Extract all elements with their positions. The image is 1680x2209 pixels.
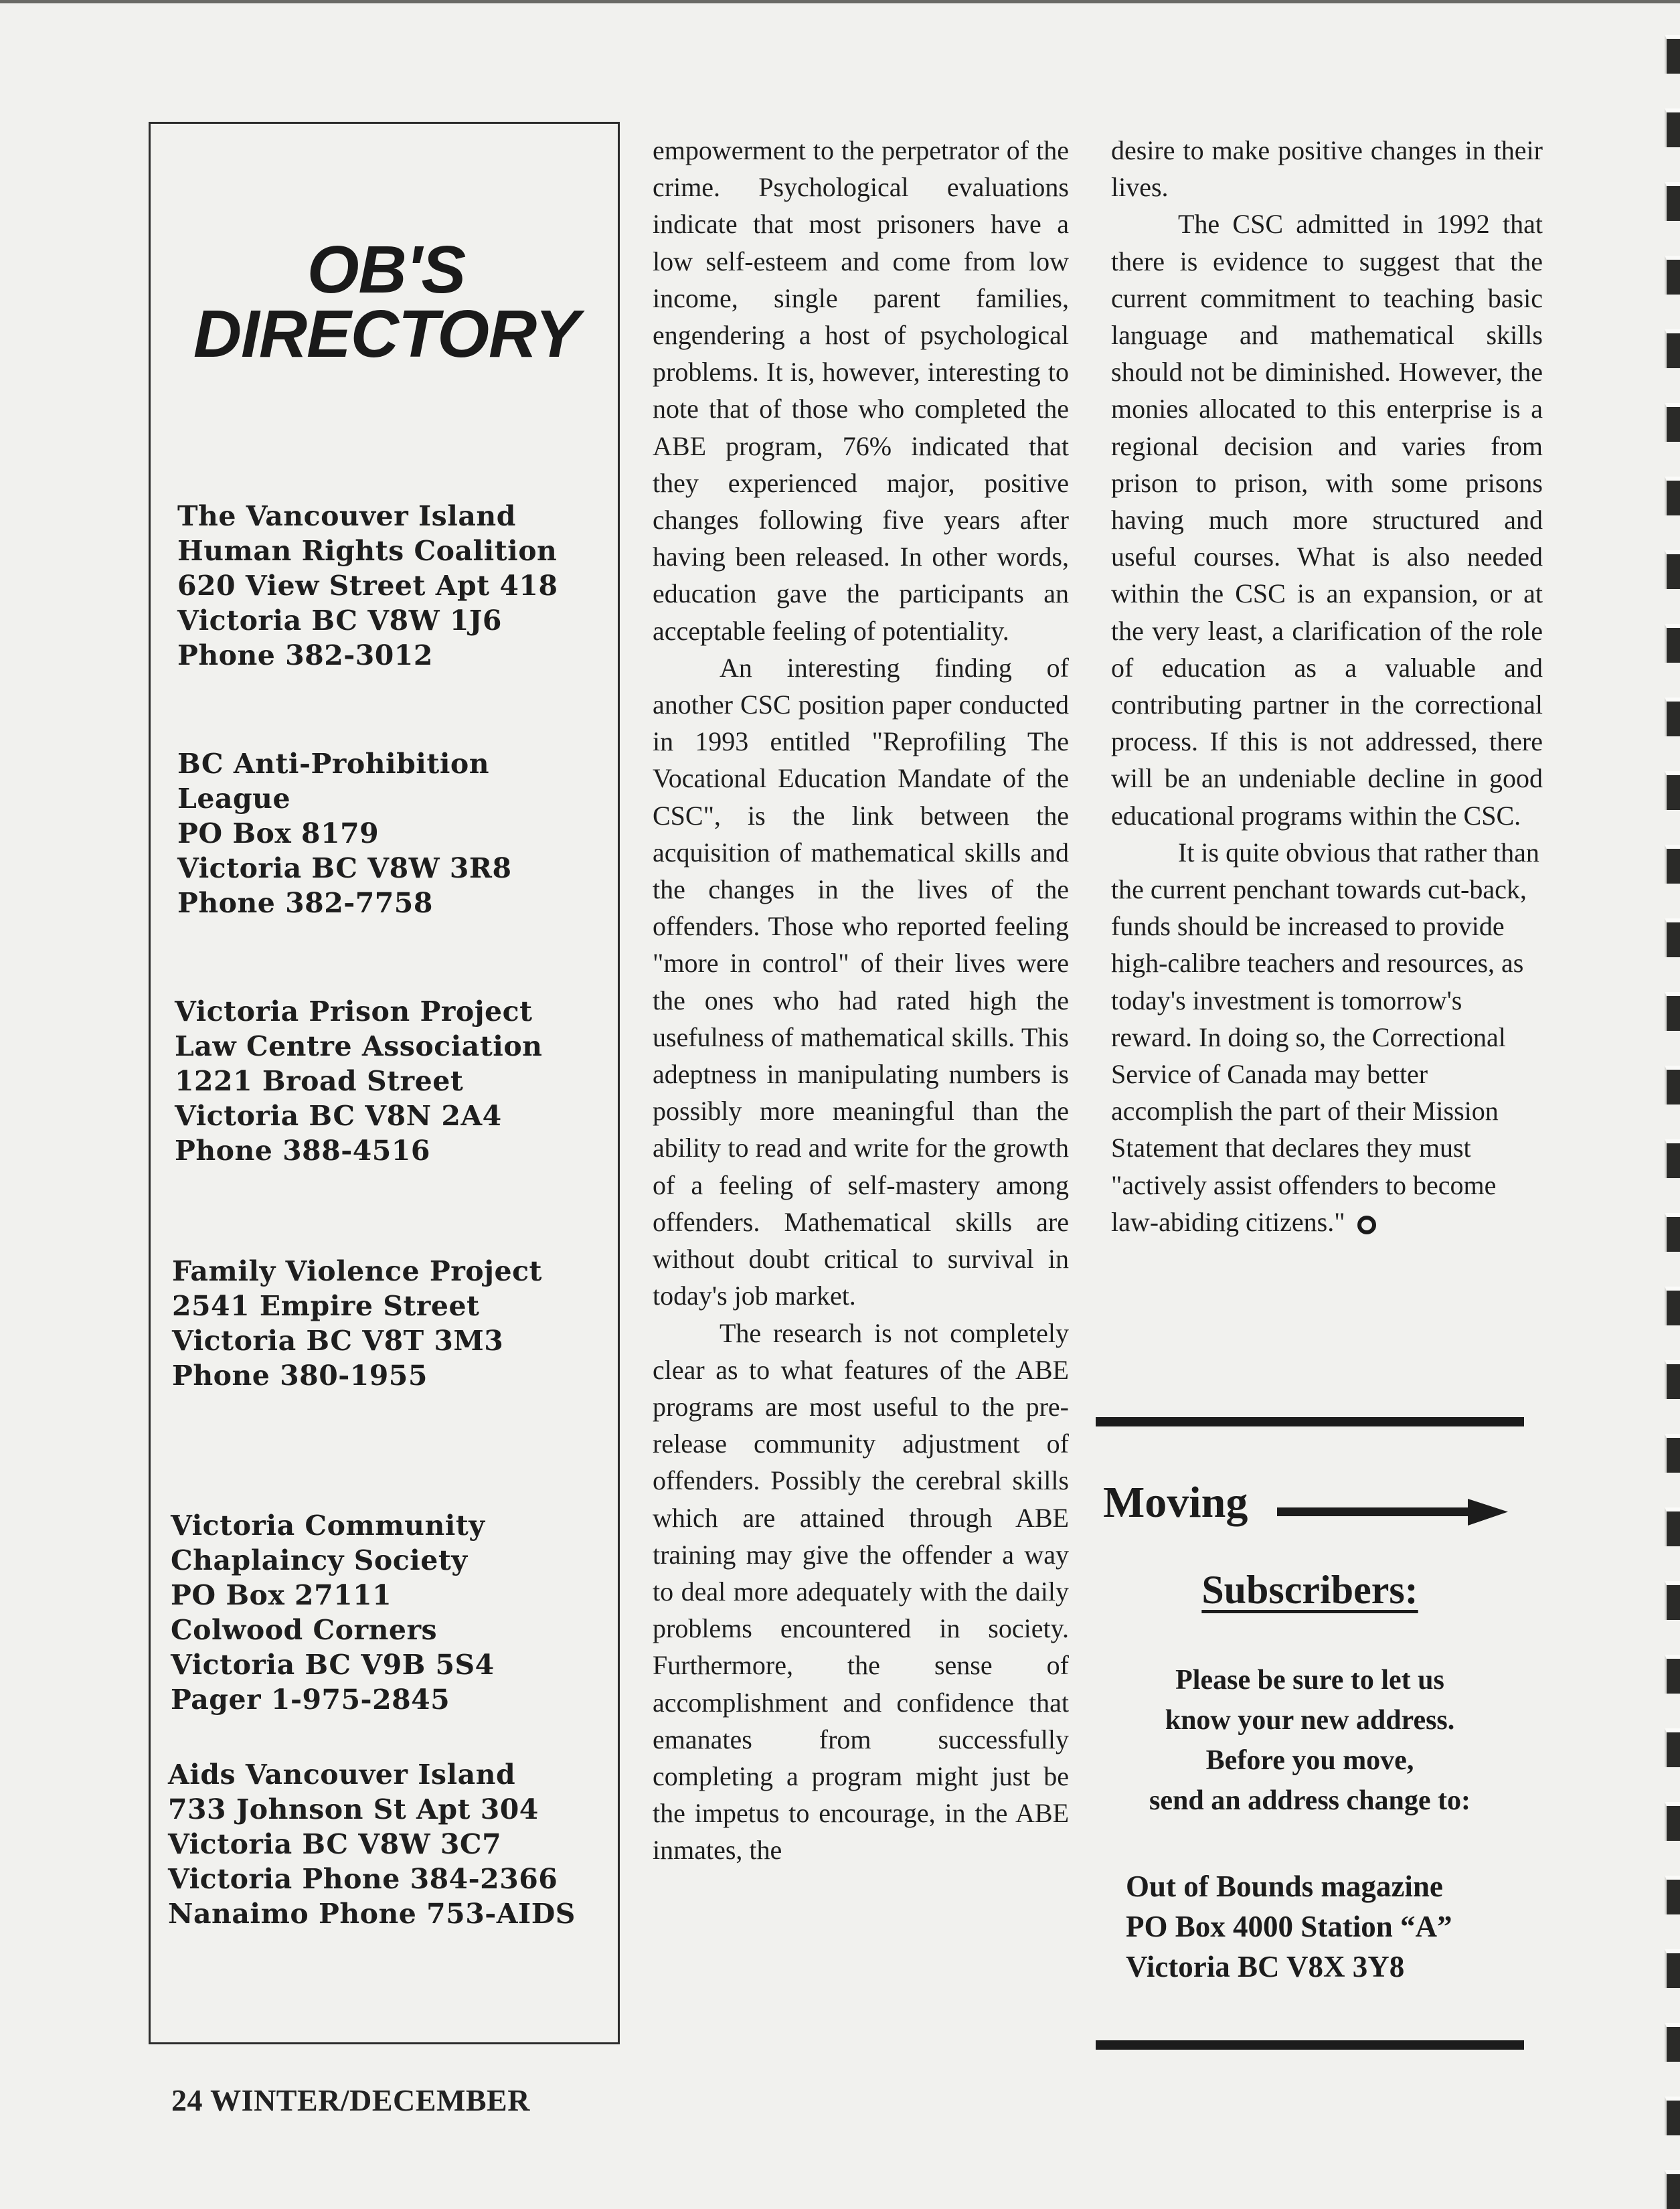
article-paragraph: empowerment to the perpetrator of the crime. Psychological evaluations indicate that most prisoners have a low self-esteem and come from low income, single parent families, engendering a host of psychological problems. It is, however, interesting to note that of those who completed the ABE program, 76% indicated that they experienced major, positive changes following five years after having been released. In other words, education gave the participants an acceptable feeling of potentiality. xyxy=(653,135,1069,646)
binding-hole xyxy=(1665,1949,1680,1988)
binding-hole xyxy=(1665,329,1680,368)
entry-line: 733 Johnson St Apt 304 xyxy=(168,1793,539,1825)
address-change-message xyxy=(1096,1660,1524,1821)
subscribers-heading xyxy=(1096,1566,1524,1613)
article-paragraph-final xyxy=(1111,834,1543,1240)
binding-hole xyxy=(1665,108,1680,147)
message-line: Please be sure to let us xyxy=(1175,1665,1444,1696)
binding-hole xyxy=(1665,1287,1680,1325)
page-footer: 24 WINTER/DECEMBER xyxy=(171,2083,530,2117)
directory-entry xyxy=(171,1508,612,1717)
binding-hole xyxy=(1665,1434,1680,1473)
address-line: Out of Bounds magazine xyxy=(1126,1870,1443,1903)
entry-line: Victoria BC V8T 3M3 xyxy=(172,1325,504,1357)
binding-hole xyxy=(1665,1066,1680,1104)
right-arrow-icon xyxy=(1277,1499,1508,1526)
binding-hole xyxy=(1665,1655,1680,1694)
binding-hole xyxy=(1665,1507,1680,1546)
message-line: Before you move, xyxy=(1205,1745,1414,1776)
entry-line: Human Rights Coalition xyxy=(177,535,558,567)
binding-hole xyxy=(1665,256,1680,295)
entry-line: Phone 388-4516 xyxy=(175,1135,430,1167)
directory-title-line-1: OB'S xyxy=(307,232,466,307)
binding-hole xyxy=(1665,182,1680,221)
article-paragraph: desire to make positive changes in their lives. xyxy=(1111,135,1543,203)
binding-hole xyxy=(1665,1213,1680,1252)
entry-line: Colwood Corners xyxy=(171,1614,438,1646)
entry-line: The Vancouver Island xyxy=(177,500,516,532)
binding-hole xyxy=(1665,550,1680,589)
entry-line: Phone 382-3012 xyxy=(177,639,433,671)
binding-hole xyxy=(1665,1728,1680,1767)
directory-entry xyxy=(168,1757,610,1931)
binding-hole xyxy=(1665,2170,1680,2209)
binding-hole xyxy=(1665,2097,1680,2135)
entry-line: Aids Vancouver Island xyxy=(168,1758,516,1791)
entry-line: 1221 Broad Street xyxy=(175,1065,464,1097)
binding-hole xyxy=(1665,918,1680,957)
entry-line: Phone 380-1955 xyxy=(172,1360,428,1392)
scan-top-edge xyxy=(0,0,1680,3)
binding-hole xyxy=(1665,1360,1680,1399)
entry-line: PO Box 8179 xyxy=(177,817,380,849)
entry-line: 620 View Street Apt 418 xyxy=(177,570,558,602)
entry-line: League xyxy=(177,783,291,815)
entry-line: Victoria BC V8W 1J6 xyxy=(177,604,502,637)
binding-hole xyxy=(1665,992,1680,1031)
address-line: Victoria BC V8X 3Y8 xyxy=(1126,1950,1405,1983)
entry-line: Victoria BC V8W 3R8 xyxy=(177,852,512,884)
article-paragraph: An interesting finding of another CSC position paper conducted in 1993 entitled "Reprofiling The Vocational Education Mandate of the CSC", is the link between the acquisition of mathematical skills and the changes in the lives of the offenders. Those who reported feeling "more in control" of their lives were the ones who had rated high the usefulness of mathematical skills. This adeptness in manipulating numbers is possibly more meaningful than the ability to read and write for the growth of a feeling of self-mastery among offenders. Mathematical skills are without doubt critical to survival in today's job market. xyxy=(653,652,1069,1311)
entry-line: Family Violence Project xyxy=(172,1255,542,1287)
entry-line: Phone 382-7758 xyxy=(177,887,433,919)
address-line: PO Box 4000 Station “A” xyxy=(1126,1910,1452,1943)
circle-end-mark-icon xyxy=(1357,1216,1376,1234)
binding-hole xyxy=(1665,403,1680,442)
notice-top-rule xyxy=(1096,1417,1524,1426)
directory-box xyxy=(149,122,620,2044)
entry-line: Victoria Community xyxy=(171,1509,485,1542)
binding-hole xyxy=(1665,845,1680,884)
directory-entry xyxy=(175,994,616,1168)
binding-hole xyxy=(1665,2023,1680,2062)
directory-entry xyxy=(177,746,619,920)
message-line: know your new address. xyxy=(1165,1705,1455,1736)
entry-line: PO Box 27111 xyxy=(171,1579,392,1611)
entry-line: 2541 Empire Street xyxy=(172,1290,480,1322)
directory-title-line-2: DIRECTORY xyxy=(193,297,580,372)
entry-line: Nanaimo Phone 753-AIDS xyxy=(168,1898,576,1930)
notice-bottom-rule xyxy=(1096,2040,1524,2050)
article-column-right xyxy=(1111,132,1543,1240)
binding-hole xyxy=(1665,698,1680,736)
entry-line: Pager 1-975-2845 xyxy=(171,1684,450,1716)
article-paragraph: The CSC admitted in 1992 that there is evidence to suggest that the current commitment to teaching basic language and mathematical skills should not be diminished. However, the monies allocated to this enterprise is a regional decision and varies from prison to prison, with some prisons having much more structured and useful courses. What is also needed within the CSC is an expansion, or at the very least, a clarification of the role of education as a valuable and contributing partner in the correctional process. If this is not addressed, there will be an undeniable decline in good educational programs within the CSC. xyxy=(1111,209,1543,831)
binding-hole xyxy=(1665,35,1680,74)
article-final-text: It is quite obvious that rather than the current penchant towards cut-back, funds should be increased to provide high-calibre teachers and resources, as today's investment is tomorrow's reward. In doing so, the Correctional Service of Canada may better accomplish the part of their Mission Statement that declares they must "actively assist offenders to become law-abiding citizens." xyxy=(1111,837,1539,1237)
binding-hole xyxy=(1665,624,1680,663)
entry-line: Victoria BC V9B 5S4 xyxy=(171,1649,495,1681)
entry-line: BC Anti-Prohibition xyxy=(177,748,490,780)
directory-entry xyxy=(177,499,619,673)
article-column-middle xyxy=(653,132,1069,1869)
message-line: send an address change to: xyxy=(1149,1785,1471,1816)
entry-line: Chaplaincy Society xyxy=(171,1544,468,1576)
binding-hole xyxy=(1665,771,1680,810)
entry-line: Victoria Phone 384-2366 xyxy=(168,1863,558,1895)
binding-hole xyxy=(1665,1802,1680,1841)
magazine-mailing-address xyxy=(1126,1866,1527,1987)
entry-line: Law Centre Association xyxy=(175,1030,543,1062)
binding-hole xyxy=(1665,1139,1680,1178)
binding-hole xyxy=(1665,1876,1680,1914)
directory-entry xyxy=(172,1254,614,1393)
entry-line: Victoria BC V8N 2A4 xyxy=(175,1100,502,1132)
subscribers-heading-text: Subscribers: xyxy=(1201,1568,1418,1612)
binding-hole xyxy=(1665,1581,1680,1620)
moving-heading: Moving xyxy=(1103,1478,1248,1527)
entry-line: Victoria BC V8W 3C7 xyxy=(168,1828,502,1860)
moving-heading-row xyxy=(1103,1476,1525,1530)
binding-hole xyxy=(1665,477,1680,515)
spiral-binding-holes xyxy=(1663,0,1680,2209)
entry-line: Victoria Prison Project xyxy=(175,995,533,1028)
article-paragraph: The research is not completely clear as to what features of the ABE programs are most useful to the pre-release community adjustment of offenders. Possibly the cerebral skills which are attained through ABE training may give the offender a way to deal more adequately with the daily problems encountered in society. Furthermore, the sense of accomplishment and confidence that emanates from successfully completing a program might just be the impetus to encourage, in the ABE inmates, the xyxy=(653,1317,1069,1866)
directory-title xyxy=(151,232,622,372)
